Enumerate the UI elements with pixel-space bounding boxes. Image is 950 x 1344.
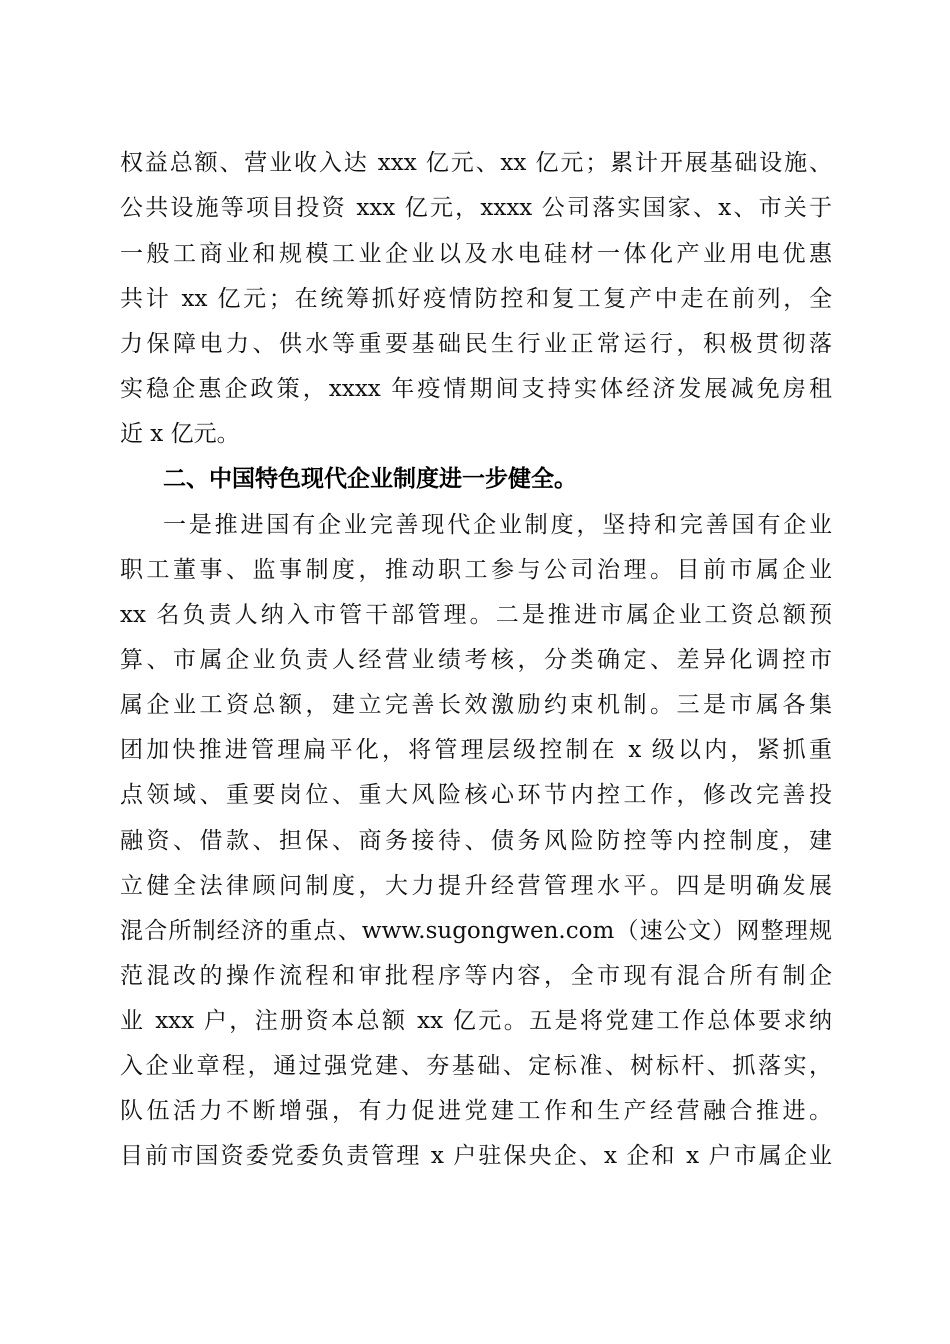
paragraph2-line-3: xx 名负责人纳入市管干部管理。二是推进市属企业工资总额预 xyxy=(120,602,832,628)
paragraph2-line-15: 目前市国资委党委负责管理 x 户驻保央企、x 企和 x 户市属企业 xyxy=(120,1143,832,1169)
paragraph2-line-13: 入企业章程，通过强党建、夯基础、定标准、树标杆、抓落实， xyxy=(120,1053,832,1079)
paragraph1-line-5: 力保障电力、供水等重要基础民生行业正常运行，积极贯彻落 xyxy=(120,331,832,357)
paragraph1-line-2: 公共设施等项目投资 xxx 亿元，xxxx 公司落实国家、x、市关于 xyxy=(120,195,832,221)
paragraph2-line-4: 算、市属企业负责人经营业绩考核，分类确定、差异化调控市 xyxy=(120,647,832,673)
section-heading: 二、中国特色现代企业制度进一步健全。 xyxy=(163,466,577,492)
paragraph2-line-12: 业 xxx 户，注册资本总额 xx 亿元。五是将党建工作总体要求纳 xyxy=(120,1008,832,1034)
paragraph1-line-1: 权益总额、营业收入达 xxx 亿元、xx 亿元；累计开展基础设施、 xyxy=(120,150,832,176)
paragraph1-line-6: 实稳企惠企政策，xxxx 年疫情期间支持实体经济发展减免房租 xyxy=(120,376,832,402)
paragraph2-line-6: 团加快推进管理扁平化，将管理层级控制在 x 级以内，紧抓重 xyxy=(120,737,832,763)
paragraph2-line-7: 点领域、重要岗位、重大风险核心环节内控工作，修改完善投 xyxy=(120,782,832,808)
paragraph1-line-3: 一般工商业和规模工业企业以及水电硅材一体化产业用电优惠 xyxy=(120,241,832,267)
paragraph2-line-11: 范混改的操作流程和审批程序等内容，全市现有混合所有制企 xyxy=(120,963,832,989)
paragraph1-line-7: 近 x 亿元。 xyxy=(120,421,240,447)
paragraph2-line-2: 职工董事、监事制度，推动职工参与公司治理。目前市属企业 xyxy=(120,557,832,583)
paragraph2-line-5: 属企业工资总额，建立完善长效激励约束机制。三是市属各集 xyxy=(120,692,832,718)
paragraph2-line-10: 混合所制经济的重点、www.sugongwen.com（速公文）网整理规 xyxy=(120,918,832,944)
paragraph2-line-9: 立健全法律顾问制度，大力提升经营管理水平。四是明确发展 xyxy=(120,873,832,899)
paragraph2-line-8: 融资、借款、担保、商务接待、债务风险防控等内控制度，建 xyxy=(120,828,832,854)
paragraph2-line-1: 一是推进国有企业完善现代企业制度，坚持和完善国有企业 xyxy=(163,512,832,538)
paragraph2-line-14: 队伍活力不断增强，有力促进党建工作和生产经营融合推进。 xyxy=(120,1098,832,1124)
paragraph1-line-4: 共计 xx 亿元；在统筹抓好疫情防控和复工复产中走在前列，全 xyxy=(120,286,832,312)
